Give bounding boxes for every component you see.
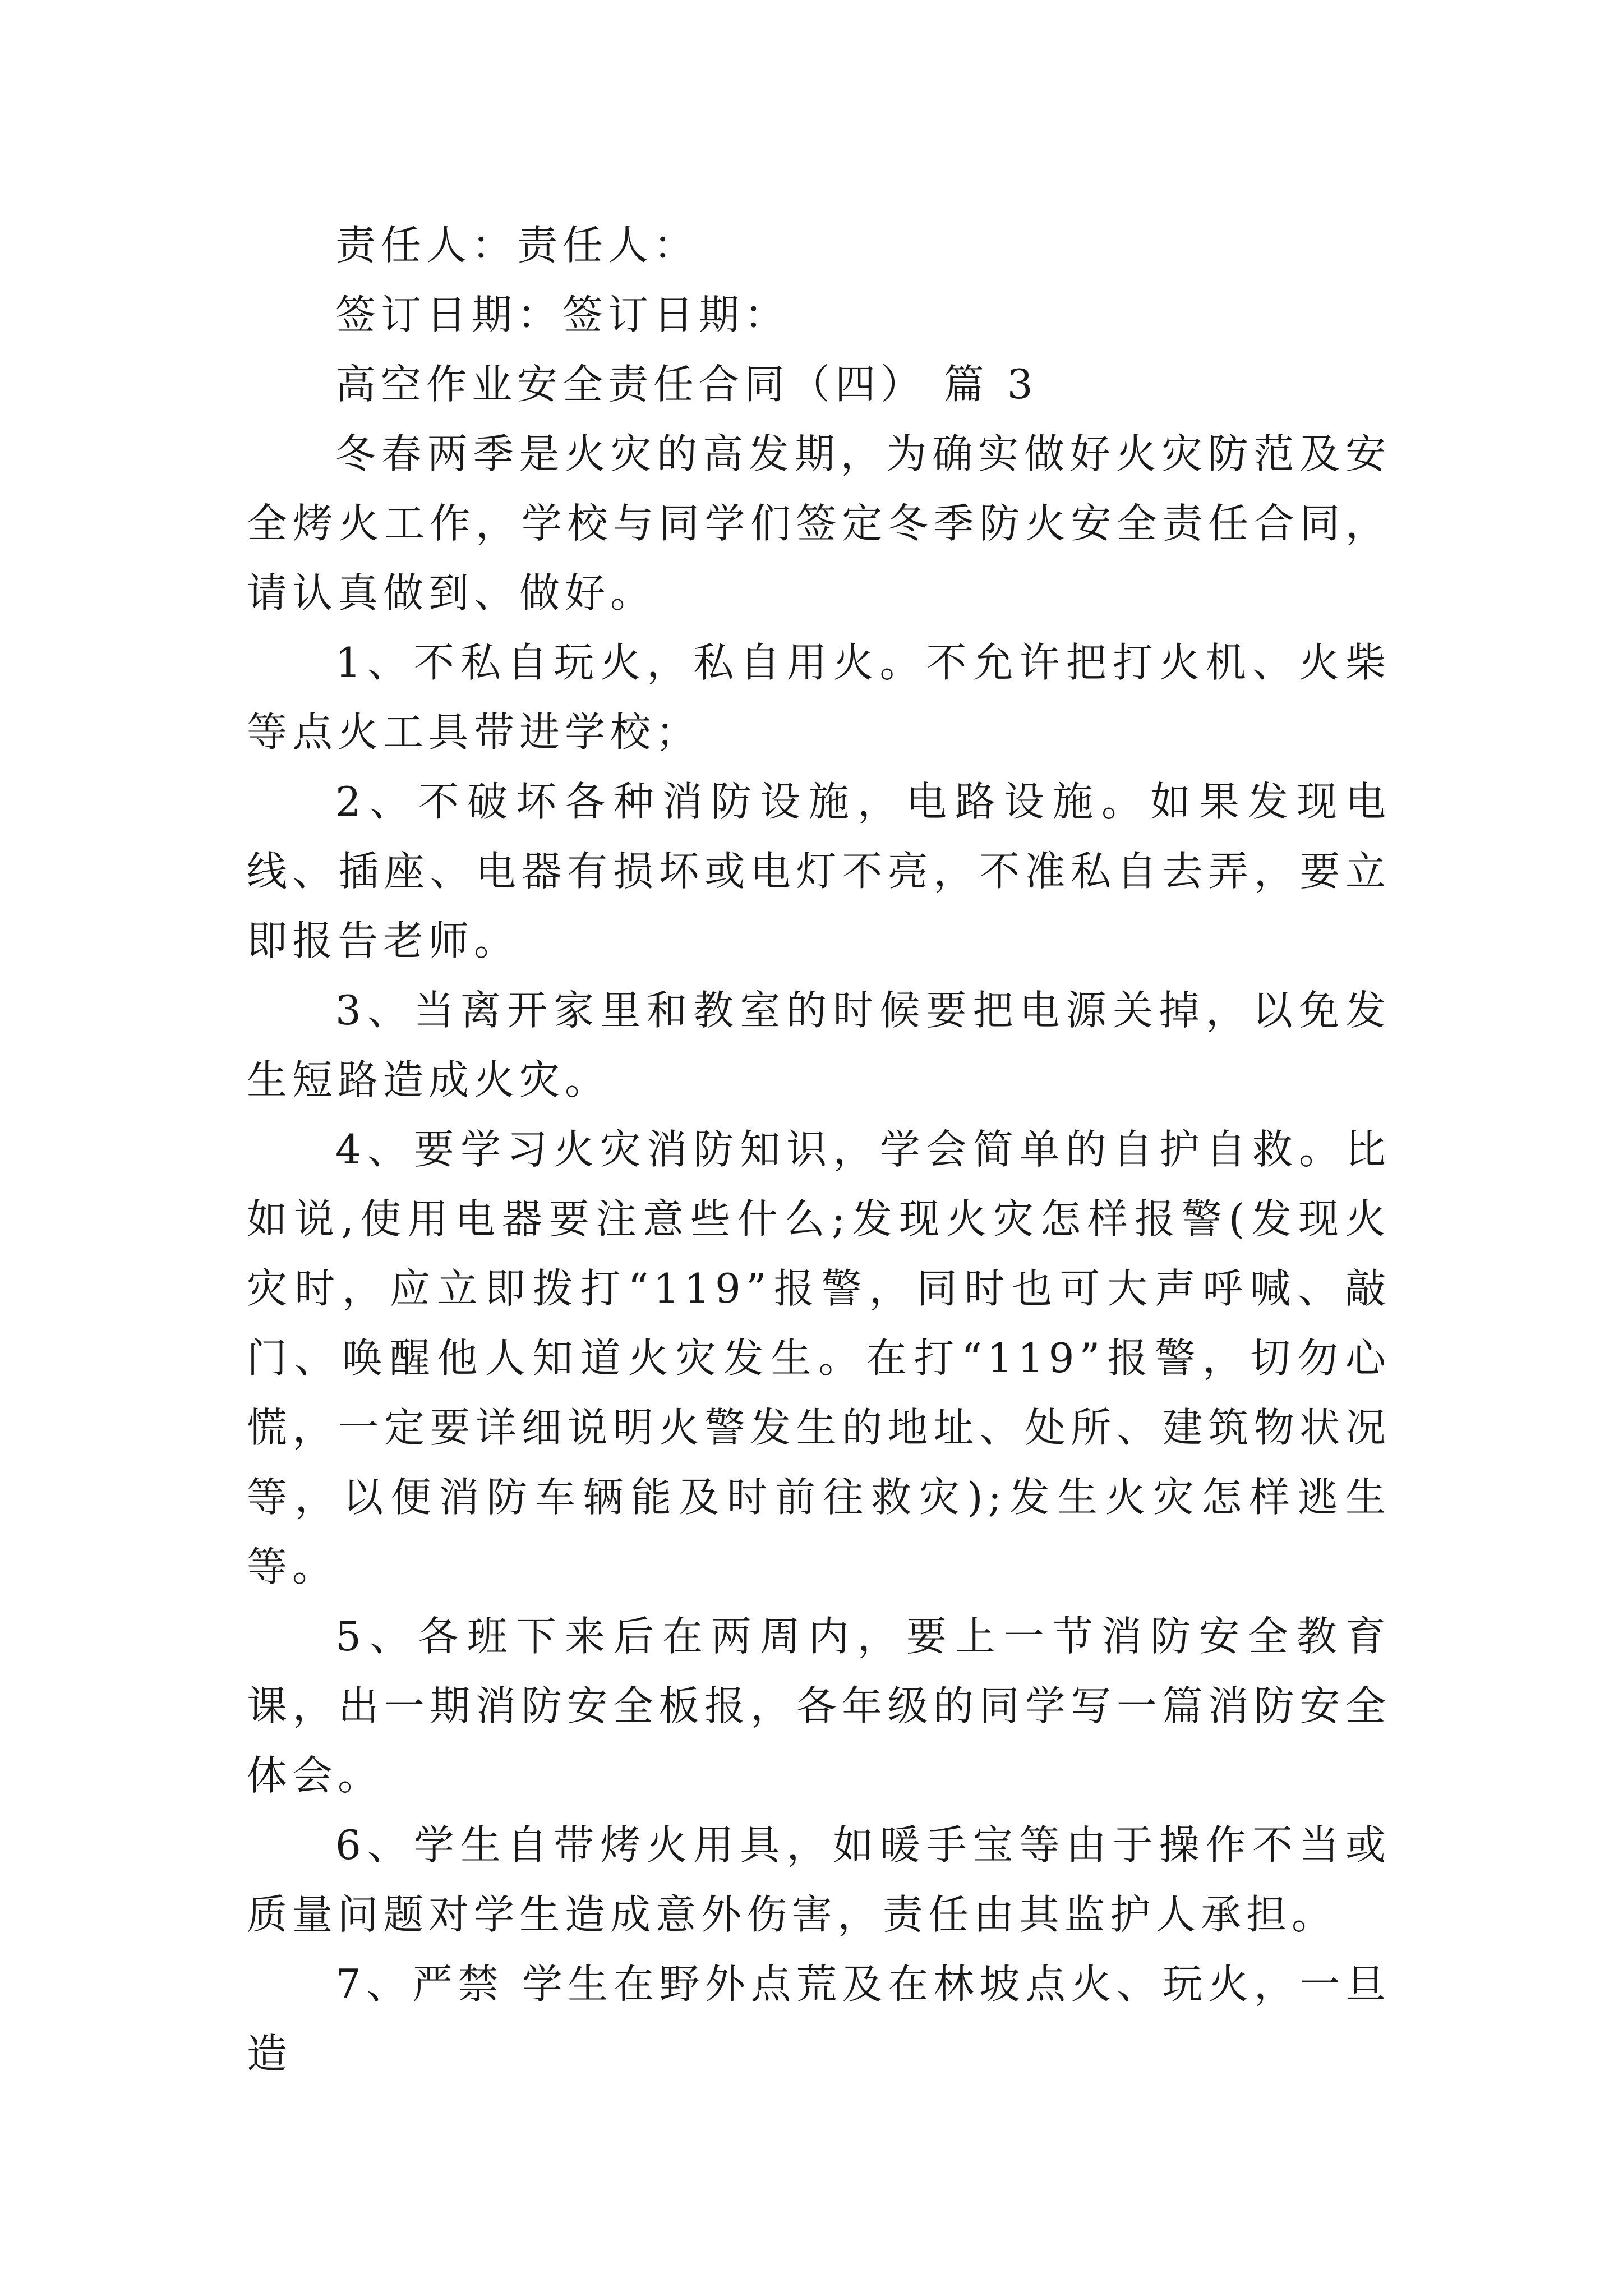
- responsible-person-line: 责任人：责任人：: [335, 222, 699, 269]
- item-3-paragraph: 3、当离开家里和教室的时候要把电源关掉，以免发生短路造成火灾。: [247, 987, 1391, 1103]
- signing-date-line: 签订日期：签订日期：: [335, 291, 790, 338]
- item-2-paragraph: 2、不破坏各种消防设施，电路设施。如果发现电线、插座、电器有损坏或电灯不亮，不准私自去弄，要立即报告老师。: [247, 778, 1391, 964]
- intro-paragraph: 冬春两季是火灾的高发期，为确实做好火灾防范及安全烤火工作，学校与同学们签定冬季防火安全责任合同，请认真做到、做好。: [247, 430, 1391, 616]
- item-5-paragraph: 5、各班下来后在两周内，要上一节消防安全教育课，出一期消防安全板报，各年级的同学写一篇消防安全体会。: [247, 1613, 1391, 1799]
- item-4-paragraph: 4、要学习火灾消防知识，学会简单的自护自救。比如说,使用电器要注意些什么;发现火灾怎样报警(发现火灾时，应立即拨打“119”报警，同时也可大声呼喊、敲门、唤醒他人知道火灾发生。在打“119”报警，切勿心慌，一定要详细说明火警发生的地址、处所、建筑物状况等，以便消防车辆能及时前往救灾);发生火灾怎样逃生等。: [247, 1126, 1391, 1590]
- item-1-paragraph: 1、不私自玩火，私自用火。不允许把打火机、火柴等点火工具带进学校；: [247, 639, 1391, 756]
- section-title: 高空作业安全责任合同（四） 篇 3: [335, 361, 1038, 408]
- item-7-paragraph: 7、严禁 学生在野外点荒及在林坡点火、玩火，一旦造: [247, 1961, 1391, 2077]
- item-6-paragraph: 6、学生自带烤火用具，如暖手宝等由于操作不当或质量问题对学生造成意外伤害，责任由其监护人承担。: [247, 1821, 1391, 1938]
- document-body: [247, 210, 1391, 2088]
